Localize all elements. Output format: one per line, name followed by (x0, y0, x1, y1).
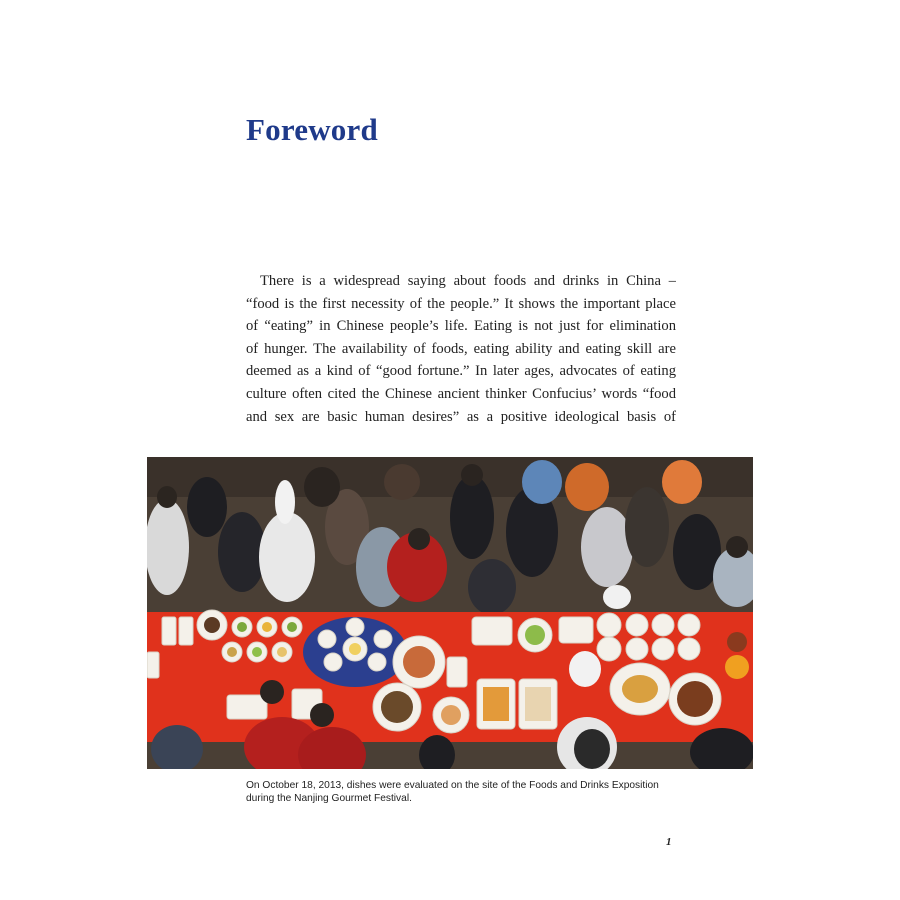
paragraph-line: culture often cited the Chinese ancient thinker Confucius’ words “food (246, 385, 676, 402)
paragraph-line: There is a widespread saying about foods and drinks in China – (260, 273, 676, 289)
page-number: 1 (666, 836, 672, 848)
foreword-paragraph (246, 270, 676, 428)
photo-food-exposition (147, 457, 753, 769)
page-title: Foreword (246, 112, 378, 147)
chef-hat (569, 651, 601, 687)
paragraph-line: “food is the first necessity of the people.” It shows the important place (246, 295, 676, 312)
chef-hat (275, 480, 295, 524)
photo-floor-shadow (147, 457, 753, 497)
paragraph-line: deemed as a kind of “good fortune.” In later ages, advocates of eating (246, 363, 676, 380)
photo-illustration (147, 457, 753, 769)
paragraph-line: of hunger. The availability of foods, eating ability and eating skill are (246, 340, 676, 357)
paragraph-line: and sex are basic human desires” as a positive ideological basis of (246, 408, 676, 425)
paragraph-line: of “eating” in Chinese people’s life. Eating is not just for elimination (246, 318, 676, 335)
photo-caption: On October 18, 2013, dishes were evaluated on the site of the Foods and Drinks Exposition during the Nanjing Gourmet Festival. (246, 780, 659, 804)
